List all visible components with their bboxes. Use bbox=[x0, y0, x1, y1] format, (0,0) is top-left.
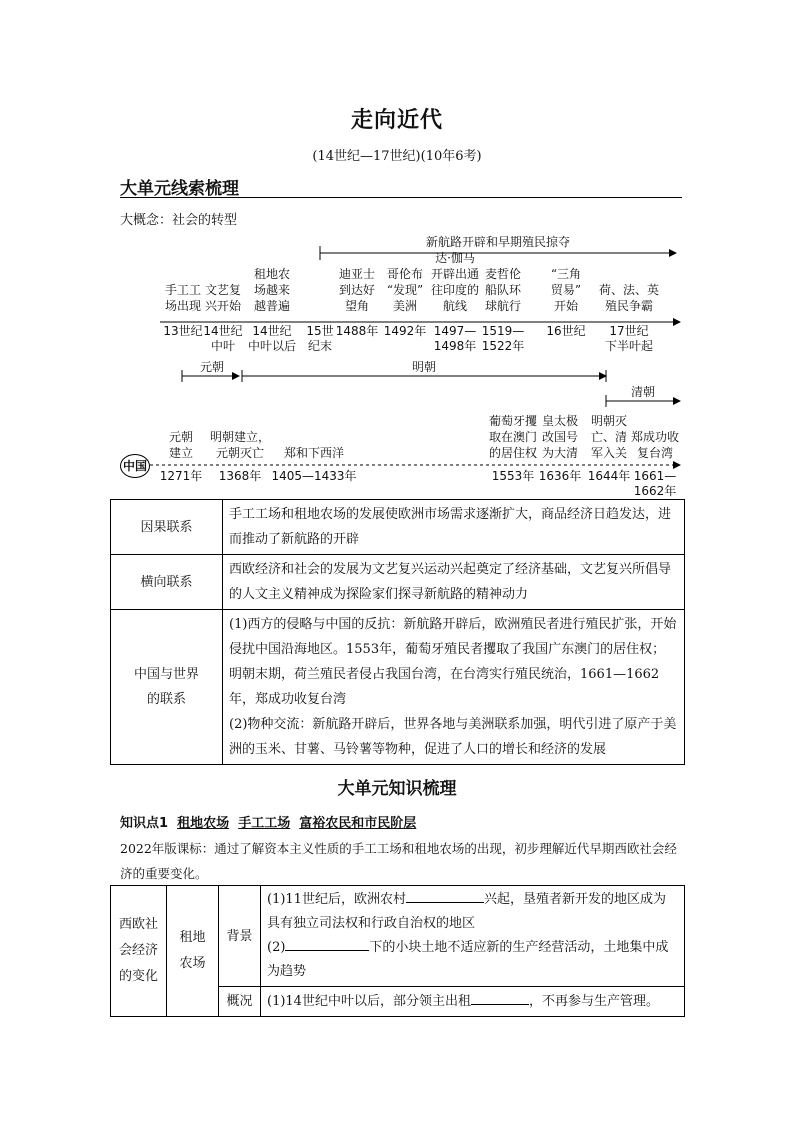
world-event-label: 文艺复 兴开始 bbox=[204, 283, 241, 313]
world-event-date: 17世纪 下半叶起 bbox=[604, 324, 653, 353]
china-event-label: 郑成功收 复台湾 bbox=[630, 430, 679, 460]
china-event-date: 1405—1433年 bbox=[271, 469, 357, 483]
china-event-label: 元朝 建立 bbox=[168, 430, 193, 460]
world-event-date: 1497— 1498年 bbox=[433, 324, 477, 353]
world-event-date: 14世纪 中叶 bbox=[203, 324, 243, 353]
content-paragraph: (2)物种交流：新航路开辟后，世界各地与美洲联系加强，明代引进了原产于美洲的玉米、甘薯、马铃薯等物种，促进了人口的增长和经济的发展 bbox=[229, 717, 677, 757]
col-label-economy: 西欧社会经济的变化 bbox=[111, 886, 167, 1017]
kp-item: 租地农场 bbox=[177, 816, 230, 831]
section-heading-knowledge: 大单元知识梳理 bbox=[337, 779, 457, 799]
row-content: 西欧经济和社会的发展为文艺复兴运动兴起奠定了经济基础，文艺复兴所倡导的人文主义精神成为探险家们探寻新航路的精神动力 bbox=[223, 555, 685, 610]
bg-text: 下的小块土地不适应新的生产经营活动，土地集中成为趋势 bbox=[267, 940, 669, 979]
china-event-label: 明朝建立， 元朝灭亡 bbox=[209, 430, 270, 460]
table-row bbox=[111, 610, 685, 765]
world-event-label: 手工工 场出现 bbox=[164, 283, 201, 313]
ming-label: 明朝 bbox=[411, 360, 436, 374]
china-event-label: 皇太极 改国号 为大清 bbox=[541, 414, 578, 460]
kp-item: 富裕农民和市民阶层 bbox=[299, 816, 417, 831]
china-event-date: 1644年 bbox=[587, 469, 631, 483]
world-event-date: 13世纪 bbox=[163, 324, 203, 338]
bg-text: 兴起，垦殖者新开发的地区成为具有独立司法权和行政自治权的地区 bbox=[267, 892, 666, 931]
china-event-date: 1661— 1662年 bbox=[633, 469, 677, 498]
bg-text: (1)11世纪后，欧洲农村 bbox=[267, 892, 406, 907]
section-heading-clues: 大单元线索梳理 bbox=[120, 179, 239, 199]
ov-text: (1)14世纪中叶以后，部分领主出租 bbox=[267, 994, 471, 1009]
china-event-label: 葡萄牙攫 取在澳门 的居住权 bbox=[488, 414, 537, 460]
china-event-date: 1271年 bbox=[159, 469, 203, 483]
big-concept: 大概念：社会的转型 bbox=[120, 213, 238, 228]
world-event-date: 1519— 1522年 bbox=[481, 324, 525, 353]
page-title: 走向近代 bbox=[350, 107, 443, 133]
background-content bbox=[261, 886, 685, 987]
ov-text: ，不再参与生产管理。 bbox=[528, 994, 659, 1009]
china-event-date: 1368年 bbox=[218, 469, 262, 483]
curriculum-standard: 2022年版课标：通过了解资本主义性质的手工工场和租地农场的出现，初步理解近代早期西欧社会经济的重要变化。 bbox=[120, 841, 677, 881]
china-event-label: 郑和下西洋 bbox=[283, 446, 344, 460]
fill-blank[interactable] bbox=[285, 936, 369, 951]
china-event-date: 1636年 bbox=[538, 469, 582, 483]
world-event-label: 达·伽马 开辟出通 往印度的 航线 bbox=[430, 251, 479, 313]
yuan-label: 元朝 bbox=[199, 360, 224, 374]
world-event-label: 迪亚士 到达好 望角 bbox=[338, 267, 375, 313]
content-paragraph: (1)西方的侵略与中国的反抗：新航路开辟后，欧洲殖民者进行殖民扩张，开始侵扰中国沿海地区。1553年，葡萄牙殖民者攫取了我国广东澳门的居住权；明朝末期，荷兰殖民者侵占我国台湾，在台湾实行殖民统治，1661—1662年，郑成功收复台湾 bbox=[229, 617, 677, 707]
world-event-date: 1492年 bbox=[383, 324, 427, 338]
world-event-label: 哥伦布 “发现” 美洲 bbox=[386, 267, 424, 313]
page-subtitle: (14世纪—17世纪)(10年6考) bbox=[312, 149, 482, 164]
qing-label: 清朝 bbox=[630, 385, 655, 399]
world-event-date: 1488年 bbox=[335, 324, 379, 338]
table-row bbox=[111, 555, 685, 610]
fill-blank[interactable] bbox=[471, 990, 529, 1005]
kp-item: 手工工场 bbox=[238, 816, 291, 831]
china-event-date: 1553年 bbox=[491, 469, 535, 483]
row-label: 因果联系 bbox=[111, 500, 223, 555]
table-row bbox=[111, 500, 685, 555]
row-content: 手工工场和租地农场的发展使欧洲市场需求逐渐扩大，商品经济日趋发达，进而推动了新航路的开辟 bbox=[223, 500, 685, 555]
knowledge-point-title bbox=[120, 812, 416, 831]
row-label-background: 背景 bbox=[219, 886, 261, 987]
world-event-label: 荷、法、英 殖民争霸 bbox=[598, 283, 659, 313]
col-label-lease-farm: 租地农场 bbox=[167, 886, 219, 1017]
china-event-label: 明朝灭 亡、清 军入关 bbox=[590, 414, 627, 460]
range-label-new-routes: 新航路开辟和早期殖民掠夺 bbox=[425, 235, 570, 249]
china-marker: 中国 bbox=[120, 454, 150, 478]
bg-text: (2) bbox=[267, 940, 286, 955]
row-content bbox=[223, 610, 685, 765]
fill-blank[interactable] bbox=[406, 888, 484, 903]
world-event-date: 14世纪 中叶以后 bbox=[247, 324, 296, 353]
row-label: 中国与世界的联系 bbox=[111, 610, 223, 765]
world-event-date: 16世纪 bbox=[546, 324, 586, 338]
row-label-overview: 概况 bbox=[219, 987, 261, 1017]
row-label: 横向联系 bbox=[111, 555, 223, 610]
world-event-label: 麦哲伦 船队环 球航行 bbox=[484, 267, 521, 313]
table-row bbox=[111, 886, 685, 987]
links-table bbox=[110, 499, 685, 765]
kp-prefix: 知识点1 bbox=[120, 816, 169, 831]
world-event-label: 租地农 场越来 越普遍 bbox=[253, 267, 290, 313]
knowledge-table bbox=[110, 885, 685, 1017]
world-event-label: “三角 贸易” 开始 bbox=[550, 267, 582, 313]
overview-content bbox=[261, 987, 685, 1017]
world-event-date: 15世 纪末 bbox=[306, 324, 334, 353]
